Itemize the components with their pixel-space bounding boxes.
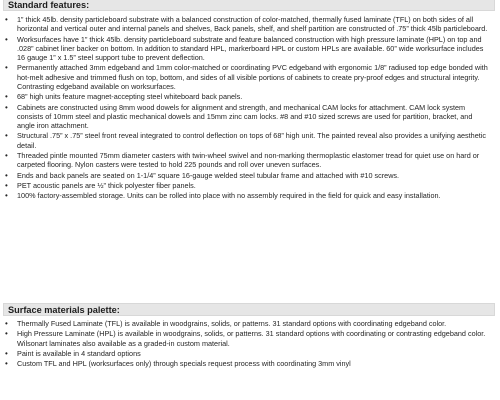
bullet-icon: • [5, 348, 8, 358]
list-item [0, 15, 490, 33]
list-item-text: 1” thick 45lb. density particleboard substrate with a balanced construction of color-matched, thermally fused laminate (TFL) on both sides of all horizontal and vertical outer and internal panels and shelves, Back panels, shelf, and shelf partition are constructed of .75” thick 45lb particleboard. [17, 15, 488, 34]
surface-materials-header [3, 303, 495, 316]
list-item-text: Permanently attached 3mm edgeband and 1mm color-matched or coordinating PVC edgeband with ergonomic 1/8” radiused top edge bonded with hot-melt adhesive and trimmed flush on top, bottom, and sides of all visible portions of cabinets to create pry-proof edges and structural integrity. Contrasting edgeband available on worksurfaces. [17, 63, 488, 91]
bullet-icon: • [5, 34, 8, 44]
list-item [0, 349, 490, 358]
list-item [0, 35, 490, 63]
bullet-icon: • [5, 92, 8, 102]
bullet-icon: • [5, 180, 8, 190]
list-item [0, 329, 490, 347]
standard-features-header [3, 0, 495, 11]
list-item [0, 151, 490, 169]
list-item-text: 100% factory-assembled storage. Units can be rolled into place with no assembly required in the field for quick and easy installation. [17, 191, 441, 201]
list-item [0, 103, 490, 131]
bullet-icon: • [5, 63, 8, 73]
bullet-icon: • [5, 191, 8, 201]
surface-materials-title: Surface materials palette: [8, 305, 120, 315]
list-item-text: Cabinets are constructed using 8mm wood dowels for alignment and strength, and mechanical CAM locks for attachment. CAM lock system consists of 10mm steel and plastic mechanical dowels and 15mm zinc cam locks. #8 and #10 sized screws are used for partition, bracket, and angle iron attachment. [17, 102, 473, 130]
list-item-text: Worksurfaces have 1” thick 45lb. density particleboard substrate and feature balanced construction with high pressure laminate (HPL) on top and .028” cabinet liner backer on bottom. In addition to standard HPL, markerboard HPL or custom HPLs are available. 60” wide worksurface includes 16 gauge 1” x 1.5” steel support tube to prevent deflection. [17, 34, 484, 62]
list-item [0, 181, 490, 190]
bullet-icon: • [5, 329, 8, 339]
list-item-text: Structural .75” x .75” steel front reveal integrated to control deflection on tops of 68” high unit. The painted reveal also provides a unifying aesthetic detail. [17, 131, 486, 150]
list-item-text: Threaded pintle mounted 75mm diameter casters with twin-wheel swivel and non-marking thermoplastic elastomer tread for quiet use on hard or carpeted flooring. Nylon casters were tested to hold 225 pounds and roll over uneven surfaces. [17, 150, 480, 170]
list-item [0, 92, 490, 101]
list-item-text: 68” high units feature magnet-accepting steel whiteboard back panels. [17, 92, 243, 102]
bullet-icon: • [5, 150, 8, 160]
standard-features-list [0, 15, 490, 202]
standard-features-title: Standard features: [8, 0, 90, 10]
bullet-icon: • [5, 359, 8, 369]
list-item-text: High Pressure Laminate (HPL) is available in woodgrains, solids, or patterns. 31 standard options with coordinating or contrasting edgeband color. Wilsonart laminates also available as a graded-in custom material. [17, 329, 486, 348]
bullet-icon: • [5, 15, 8, 24]
bullet-icon: • [5, 102, 8, 112]
list-item [0, 319, 490, 328]
list-item-text: PET acoustic panels are ½” thick polyester fiber panels. [17, 180, 196, 190]
list-item-text: Ends and back panels are seated on 1-1/4” square 16-gauge welded steel tubular frame and attached with #10 screws. [17, 170, 400, 180]
list-item [0, 63, 490, 91]
list-item [0, 191, 490, 200]
list-item [0, 359, 490, 368]
surface-materials-list [0, 319, 490, 370]
bullet-icon: • [5, 170, 8, 180]
bullet-icon: • [5, 131, 8, 141]
list-item [0, 171, 490, 180]
bullet-icon: • [5, 319, 8, 328]
list-item-text: Custom TFL and HPL (worksurfaces only) through specials request process with coordinating 3mm vinyl [17, 359, 351, 369]
list-item-text: Thermally Fused Laminate (TFL) is available in woodgrains, solids, or patterns. 31 standard options with coordinating edgeband color. [17, 319, 447, 328]
list-item-text: Paint is available in 4 standard options [17, 348, 141, 358]
list-item [0, 131, 490, 149]
